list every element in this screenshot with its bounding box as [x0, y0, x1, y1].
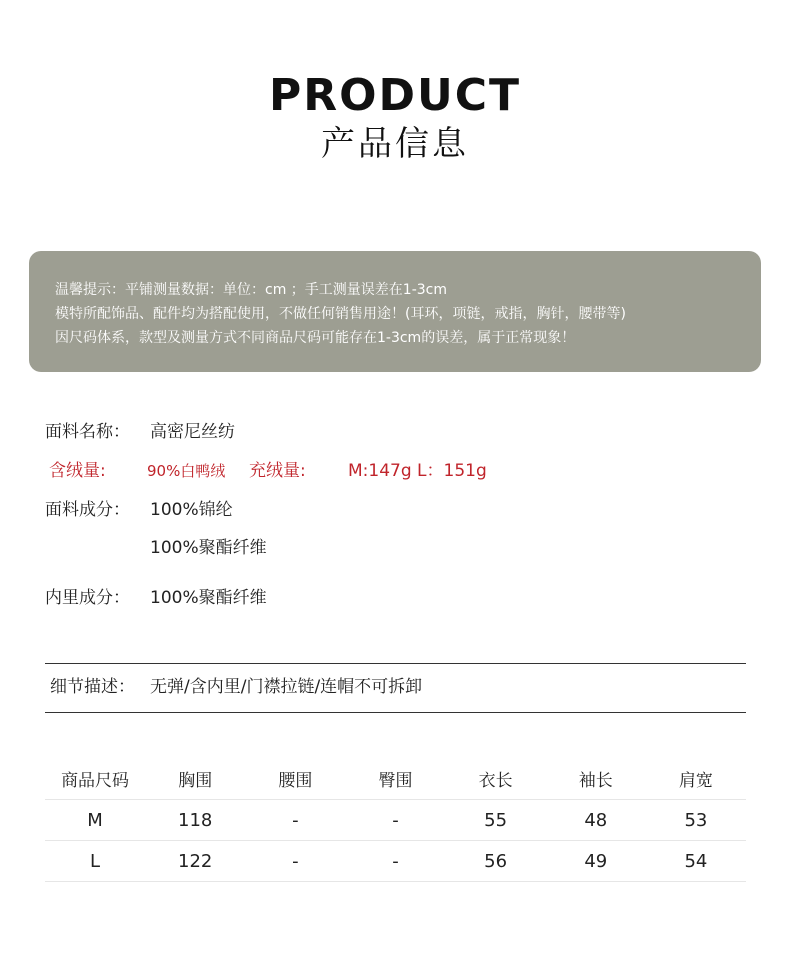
fill-value: 90%白鸭绒	[147, 462, 226, 480]
detail-label: 细节描述：	[50, 677, 135, 697]
lining-label: 内里成分：	[45, 588, 130, 608]
cell-shoulder: 54	[684, 850, 708, 872]
cell-waist: -	[292, 809, 299, 831]
cell-sleeve: 49	[584, 850, 608, 872]
notice-line-2: 模特所配饰品、配件均为搭配使用，不做任何销售用途！(耳环，项链，戒指，胸针，腰带等)	[55, 306, 626, 322]
cell-size: M	[87, 809, 103, 831]
cell-hip: -	[392, 809, 399, 831]
header-length: 衣长	[478, 770, 513, 791]
cell-sleeve: 48	[584, 809, 608, 831]
cell-shoulder: 53	[684, 809, 708, 831]
table-row	[45, 800, 746, 841]
cell-length: 55	[484, 809, 508, 831]
header-sleeve: 袖长	[578, 770, 613, 791]
page-title-en: PRODUCT	[268, 70, 522, 121]
fill-row	[45, 459, 487, 483]
cell-hip: -	[392, 850, 399, 872]
cell-chest: 118	[178, 809, 213, 831]
fill-amount-value: M:147g L：151g	[348, 461, 487, 481]
divider-bottom	[45, 712, 746, 713]
header-size: 商品尺码	[61, 770, 130, 791]
detail-row	[50, 675, 422, 699]
divider-top	[45, 663, 746, 664]
composition-row-2	[150, 536, 267, 560]
fabric-name-value: 高密尼丝纺	[150, 422, 235, 442]
cell-size: L	[90, 850, 101, 872]
notice-box	[29, 251, 761, 372]
table-row	[45, 841, 746, 882]
header-chest: 胸围	[178, 770, 213, 791]
fill-amount-label: 充绒量:	[249, 461, 306, 481]
cell-length: 56	[484, 850, 508, 872]
cell-chest: 122	[178, 850, 213, 872]
header-hip: 臀围	[378, 770, 413, 791]
composition-label: 面料成分：	[45, 500, 130, 520]
header-waist: 腰围	[278, 770, 313, 791]
lining-value: 100%聚酯纤维	[150, 588, 267, 608]
fabric-name-label: 面料名称：	[45, 422, 130, 442]
fill-label: 含绒量:	[49, 461, 106, 481]
lining-row	[45, 586, 267, 610]
header-shoulder: 肩宽	[678, 770, 713, 791]
composition-value-2: 100%聚酯纤维	[150, 538, 267, 558]
composition-value-1: 100%锦纶	[150, 500, 233, 520]
notice-line-3: 因尺码体系，款型及测量方式不同商品尺码可能存在1-3cm的误差，属于正常现象！	[55, 330, 576, 346]
composition-row	[45, 498, 233, 522]
fabric-name-row	[45, 420, 235, 444]
notice-line-1: 温馨提示：平铺测量数据：单位：cm ；手工测量误差在1-3cm	[55, 282, 447, 298]
size-table-header	[45, 757, 746, 800]
size-table	[45, 757, 746, 882]
detail-value: 无弹/含内里/门襟拉链/连帽不可拆卸	[150, 677, 423, 697]
page-title-cn: 产品信息	[321, 124, 469, 164]
cell-waist: -	[292, 850, 299, 872]
